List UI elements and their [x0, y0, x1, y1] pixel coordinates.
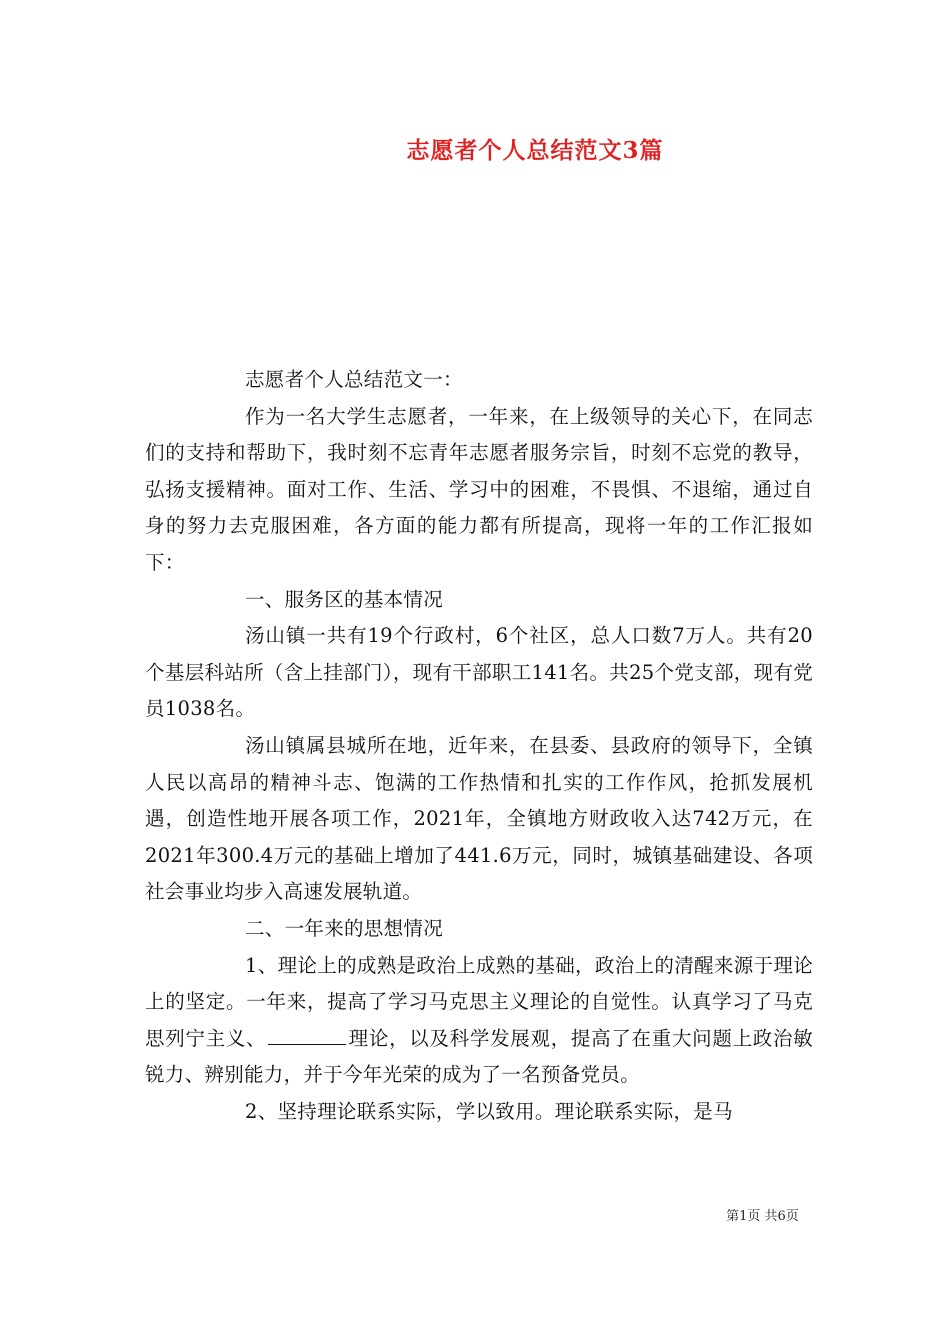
paragraph-part: 理论，以及科学发展观，提高了在重大问题上政治敏锐力、辨别能力，并于今年光荣的成为了一名预备党员。 [145, 1026, 813, 1087]
body-paragraph: 汤山镇一共有19个行政村，6个社区，总人口数7万人。共有20个基层科站所（含上挂部门），现有干部职工141名。共25个党支部，现有党员1038名。 [145, 624, 813, 721]
body-paragraph [145, 948, 813, 1094]
blank-underline [268, 1026, 346, 1045]
page-number: 第1页 共6页 [726, 1209, 799, 1224]
body-paragraph: 汤山镇属县城所在地，近年来，在县委、县政府的领导下，全镇人民以高昂的精神斗志、饱满的工作热情和扎实的工作作风，抢抓发展机遇，创造性地开展各项工作，2021年，全镇地方财政收入达742万元，在2021年300.4万元的基础上增加了441.6万元，同时，城镇基础建设、各项社会事业均步入高速发展轨道。 [145, 733, 813, 904]
section-heading: 志愿者个人总结范文一： [245, 368, 463, 391]
intro-paragraph: 作为一名大学生志愿者，一年来，在上级领导的关心下，在同志们的支持和帮助下，我时刻不忘青年志愿者服务宗旨，时刻不忘党的教导，弘扬支援精神。面对工作、生活、学习中的困难，不畏惧、不退缩，通过自身的努力去克服困难，各方面的能力都有所提高，现将一年的工作汇报如下： [145, 404, 813, 574]
document-body [145, 362, 813, 1130]
section-heading: 二、一年来的思想情况 [245, 916, 444, 940]
body-paragraph: 2、坚持理论联系实际，学以致用。理论联系实际，是马 [245, 1099, 733, 1123]
paragraph-part: 1、理论上的成熟是政治上成熟的基础，政治上的清醒来源于理论上的坚定。一年来，提高了学习马克思主义理论的自觉性。认真学习了马克思列宁主义、 [145, 953, 813, 1050]
document-title: 志愿者个人总结范文3篇 [406, 137, 664, 164]
section-heading: 一、服务区的基本情况 [245, 587, 444, 611]
